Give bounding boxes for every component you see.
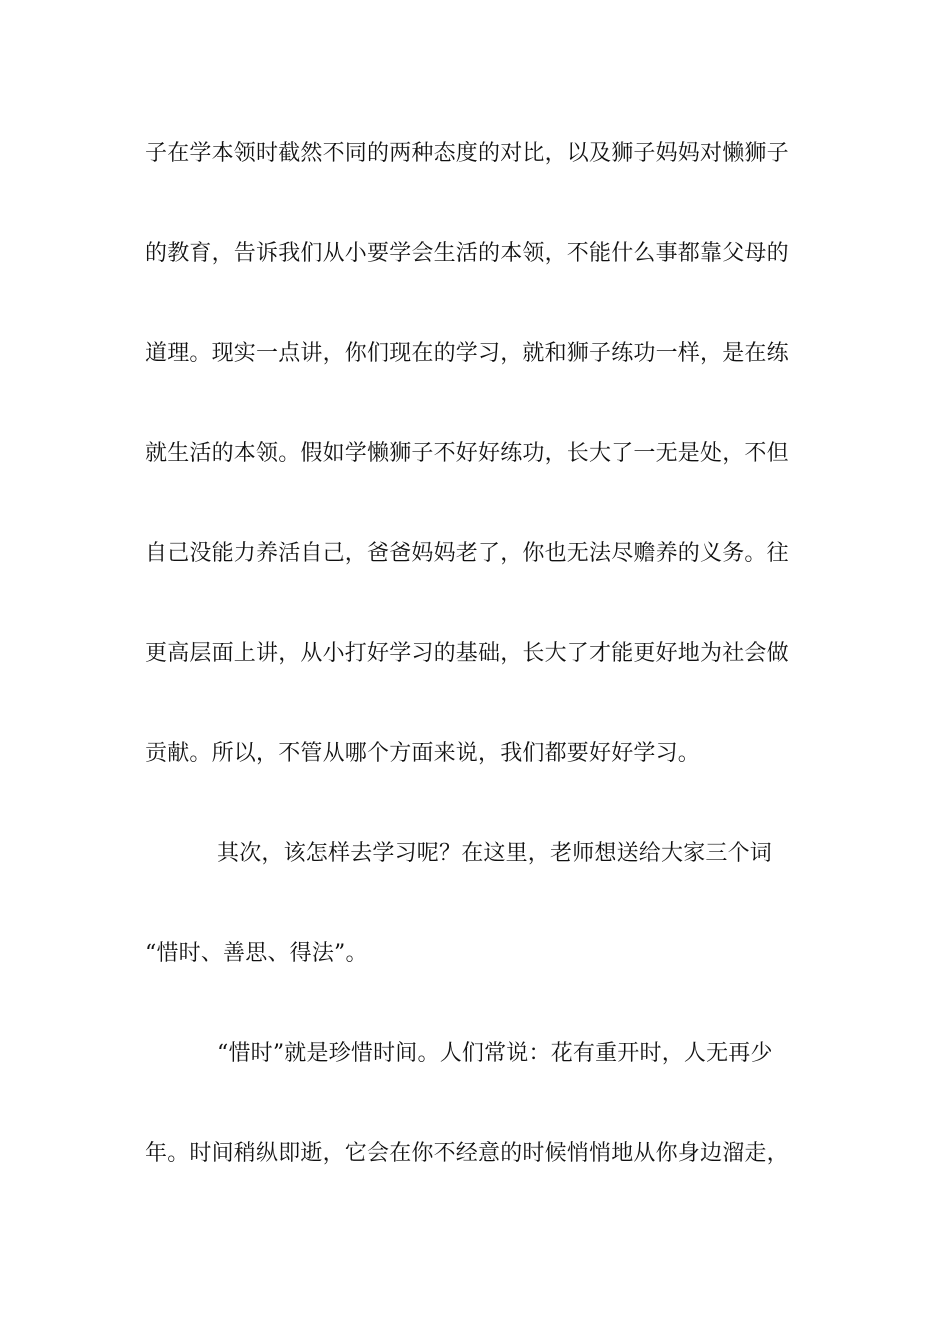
text-line-10: “惜时”就是珍惜时间。人们常说：花有重开时，人无再少 [217, 1041, 773, 1066]
text-line-9: “惜时、善思、得法”。 [145, 941, 368, 966]
text-line-6: 更高层面上讲，从小打好学习的基础，长大了才能更好地为社会做 [145, 641, 789, 666]
text-line-1: 子在学本领时截然不同的两种态度的对比，以及狮子妈妈对懒狮子 [145, 141, 789, 166]
text-line-11: 年。时间稍纵即逝，它会在你不经意的时候悄悄地从你身边溜走， [145, 1141, 789, 1166]
text-line-3: 道理。现实一点讲，你们现在的学习，就和狮子练功一样，是在练 [145, 341, 789, 366]
text-line-8: 其次，该怎样去学习呢？在这里，老师想送给大家三个词 [217, 841, 773, 866]
body-text [145, 128, 815, 1228]
text-line-7: 贡献。所以，不管从哪个方面来说，我们都要好好学习。 [145, 741, 701, 766]
text-line-2: 的教育，告诉我们从小要学会生活的本领，不能什么事都靠父母的 [145, 241, 789, 266]
text-line-5: 自己没能力养活自己，爸爸妈妈老了，你也无法尽赡养的义务。往 [145, 541, 789, 566]
text-line-4: 就生活的本领。假如学懒狮子不好好练功，长大了一无是处，不但 [145, 441, 789, 466]
